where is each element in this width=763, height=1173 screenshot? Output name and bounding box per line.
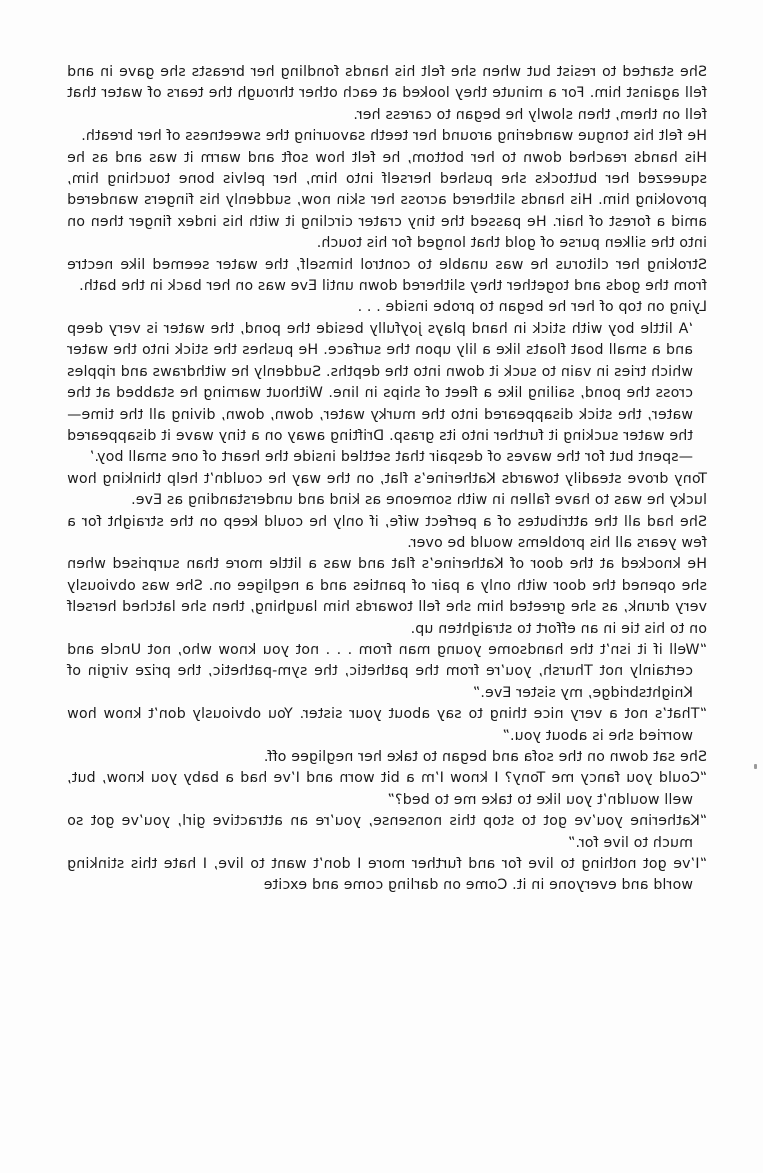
paragraph: He knocked at the door of Katherine’s flat and was a little more than surprised when she opened the door with only a pair of panties and a negligee on. She was obviously very drunk, as she greeted him she fell towards him laughing, then she latched herself on to his tie in an effort to straighten up. (67, 556, 707, 637)
page-body-text (67, 62, 707, 897)
indented-quote-paragraph: ‘A little boy with stick in hand plays joyfully beside the pond, the water is very deep and a small boat floats like a lily upon the surface. He pushes the stick into the water which tries in vain to suck it down into the depths. Suddenly he withdraws and ripples cross the pond, sailing like a fleet of ships in line. Without warning he stabbed at the water, the stick disappeared into the murky water, down, down, diving all the time—the water sucking it further into its grasp. Drifting away on a tiny wave it disappeared—spent but for the waves of despair that settled inside the heart of one small boy.’ (67, 320, 693, 466)
dialogue-paragraph: “I’ve got nothing to live for and further more I don’t want to live, I hate this stinking world and everyone in it. Come on darling come and excite (67, 856, 707, 894)
paragraph: Lying on top of her he began to probe inside . . . (357, 299, 707, 316)
paragraph: His hands reached down to her bottom, he felt how soft and warm it was and as he squeezed her buttocks she pushed herself into him, her pelvis bone touching him, provoking him. His hands slithered across her skin now, suddenly his fingers wandered amid a forest of hair. He passed the tiny crater circling it with his index finger then on into the silken purse of gold that longed for his touch. (67, 149, 707, 252)
paragraph: He felt his tongue wandering around her teeth savouring the sweetness of her breath. (81, 128, 707, 145)
paragraph: She started to resist but when she felt his hands fondling her breasts she gave in and fell against him. For a minute they looked at each other through the tears of water that fell on them, then slowly he began to caress her. (67, 64, 707, 123)
dialogue-paragraph: “Well if it isn’t the handsome young man from . . . not you know who, not Uncle and certainly not Thursh, you’re from the pathetic, the sym-pathetic, the prize virgin of Knightsbridge, my sister Eve.” (67, 641, 707, 701)
paragraph: Stroking her clitorus he was unable to control himself, the water seemed like nectre from the gods and together they slithered down until Eve was on her back in the bath. (67, 256, 707, 295)
paragraph: Tony drove steadily towards Katherine’s flat, on the way he couldn’t help thinking how lucky he was to have fallen in with someone as kind and understanding as Eve. (67, 470, 707, 509)
dialogue-paragraph: “That’s not a very nice thing to say about your sister. You obviously don’t know how worried she is about you.” (67, 706, 707, 744)
scan-speck (754, 764, 757, 769)
paragraph: She had all the attributes of a perfect wife, if only he could keep on the straight for a few years all his problems would be over. (67, 513, 707, 551)
paragraph: She sat down on the sofa and began to take her negligee off. (263, 749, 707, 765)
dialogue-paragraph: “Katherine you’ve got to stop this nonsense, you’re an attractive girl, you’ve got so much to live for.” (67, 813, 707, 851)
dialogue-paragraph: “Could you fancy me Tony? I know I’m a bit worn and I’ve had a baby you know, but, well wouldn’t you like to take me to bed?” (67, 770, 707, 808)
